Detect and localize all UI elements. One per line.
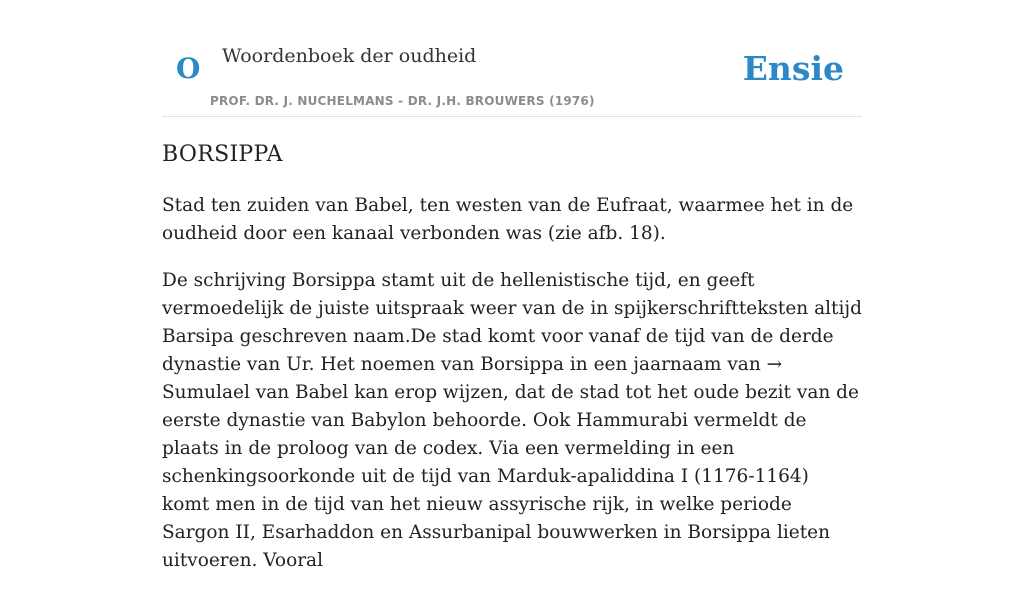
entry-paragraph: De schrijving Borsippa stamt uit de hellenistische tijd, en geeft vermoedelijk de juiste uitspraak weer van de in spijkerschriftteksten altijd Barsipa geschreven naam.De stad komt voor vanaf de tijd van de derde dynastie van Ur. Het noemen van Borsippa in een jaarnaam van → Sumulael van Babel kan erop wijzen, dat de stad tot het oude bezit van de eerste dynastie van Babylon behoorde. Ook Hammurabi vermeldt de plaats in de proloog van de codex. Via een vermelding in een schenkingsoorkonde uit de tijd van Marduk-apaliddina I (1176-1164) komt men in de tijd van het nieuw assyrische rijk, in welke periode Sargon II, Esarhaddon en Assurbanipal bouwwerken in Borsippa lieten uitvoeren. Vooral	[162, 270, 862, 571]
ensie-logo-link[interactable]: Ensie	[742, 49, 844, 88]
entry-content	[162, 138, 862, 594]
book-letter-link[interactable]: O	[176, 52, 201, 85]
book-authors: PROF. DR. J. NUCHELMANS - DR. J.H. BROUWERS (1976)	[210, 94, 595, 108]
entry-paragraph: Stad ten zuiden van Babel, ten westen van de Eufraat, waarmee het in de oudheid door een kanaal verbonden was (zie afb. 18).	[162, 195, 854, 244]
entry-title: BORSIPPA	[162, 142, 283, 167]
header	[162, 0, 862, 117]
book-title-link[interactable]: Woordenboek der oudheid	[222, 45, 477, 67]
